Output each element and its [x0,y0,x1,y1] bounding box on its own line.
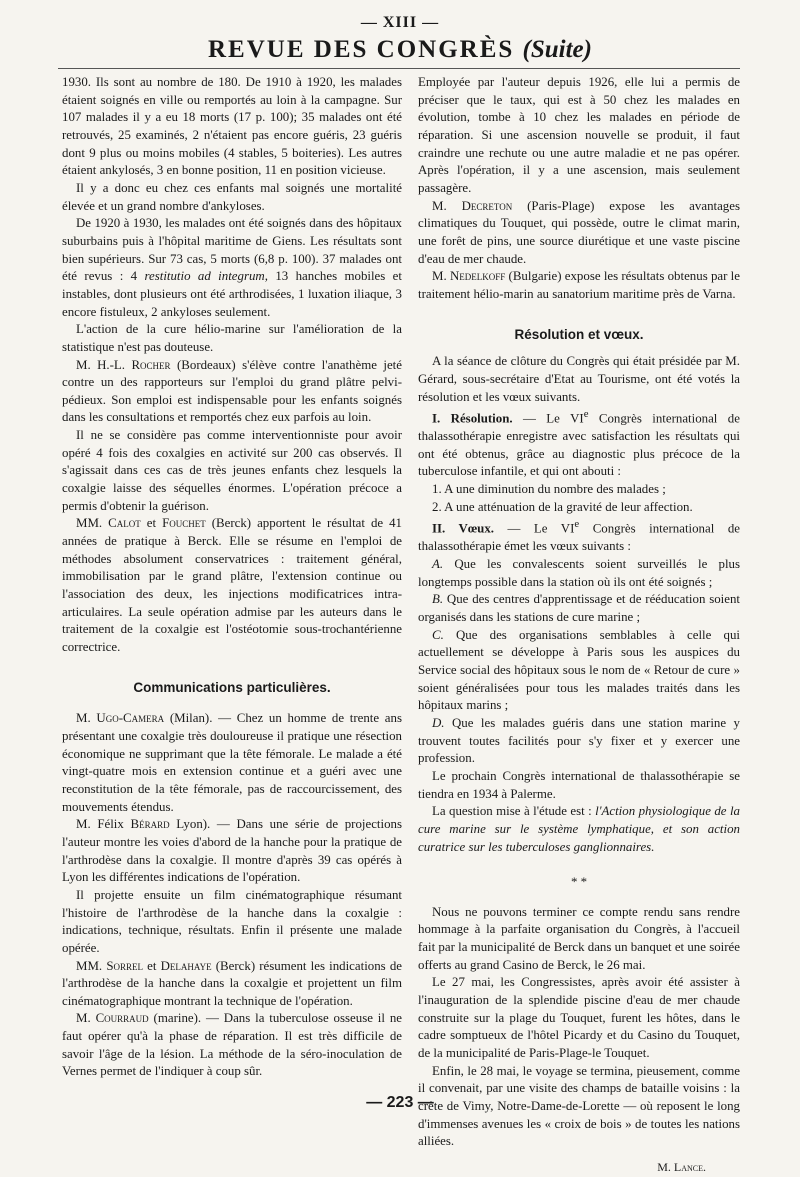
author-name: Nedelkoff [449,269,506,284]
list-item [418,591,740,626]
text-run: Que des centres d'apprentissage et de rééducation soient organisés dans les stations de cure marine ; [418,592,740,624]
author-name: Courraud [95,1011,149,1026]
paragraph [418,268,740,303]
text-run: Que les malades guéris dans une station marine y trouvent toutes facilités pour s'y fixer et y exercer une profession. [418,715,740,766]
list-item: 2. A une atténuation de la gravité de leur affection. [432,499,693,514]
author-name: Fouchet [162,516,206,531]
paragraph [62,816,402,887]
title-suite: (Suite) [522,36,592,63]
study-topic: l'Action physiologique de la cure marine sur le système lymphatique, et son action curatrice sur les tuberculoses ganglionnaires. [418,804,740,854]
right-column [418,74,740,1177]
author-name: Calot [108,516,141,531]
list-item [418,715,740,768]
paragraph [62,1010,402,1081]
voeux-label: II. Vœux. [432,521,494,536]
paragraph: A la séance de clôture du Congrès qui était présidée par M. Gérard, sous-secrétaire d'Etat au Tourisme, ont été votés la résolution et les vœux suivants. [418,354,740,404]
honorific: M. [76,357,91,372]
left-column [62,74,402,1081]
text-run: Que les convalescents soient surveillés le plus longtemps possible dans la station où ils ont été soignés ; [418,557,740,589]
list-item [418,556,740,591]
paragraph [418,406,740,481]
author-name: H.-L. Rocher [97,357,171,372]
honorific: M. [76,1011,91,1026]
signature: M. Lance. [657,1160,706,1174]
item-letter: C. [432,627,444,642]
list-item: 1. A une diminution du nombre des malades ; [432,482,666,497]
paragraph: Le prochain Congrès international de thalassothérapie se tiendra en 1934 à Palerme. [418,768,740,801]
text-run: (marine). — Dans la tuberculose osseuse il ne faut opérer qu'à la phase de réparation. Il est très difficile de savoir l'âge de la lésion. La méthode de la séro-inoculation de Vernes permet de l'indiquer à coup sûr. [62,1011,402,1079]
text-run: (Bordeaux) s'élève contre l'anathème jeté contre un des rapporteurs sur l'emploi du grand plâtre pelvi-pédieux. Son emploi est indispensable pour les enfants soignés dans les consultations et remportés chez eux parfois au loin. [62,357,402,425]
author-name: Decreton [461,198,513,213]
text-run: 13 hanches mobiles et instables, dont plusieurs ont été arthrodisées, 1 luxation iliaque, 3 encore fistuleux, 2 ankyloses seulement. [62,269,402,319]
ordinal-sup: e [574,518,580,531]
paragraph [62,215,402,321]
conjunction: et [147,958,157,973]
text-run: — Le VI [507,521,575,536]
author-name: Delahaye [160,958,212,973]
resolution-label: I. Résolution. [432,411,513,426]
paragraph [62,515,402,656]
text-run: (Bulgarie) expose les résultats obtenus par le traitement hélio-marin au sanatorium maritime près de Varna. [418,269,740,301]
author-name: Sorrel [106,958,143,973]
paragraph: Il y a donc eu chez ces enfants mal soignés une mortalité élevée et un grand nombre d'ankyloses. [62,180,402,213]
text-run: (Milan). — Chez un homme de trente ans présentant une coxalgie très douloureuse il pratique une résection économique ne supprimant que la tête fémorale. Le malade a été vingt-quatre mois en extension continue et a guéri avec une reconstitution de la tête fémorale, pas de raccourcissement, des mouvements étendus. [62,711,402,814]
honorific: M. [432,269,447,284]
author-name: Ugo-Camera [96,711,165,726]
paragraph [418,803,740,856]
item-letter: D. [432,715,445,730]
paragraph: Nous ne pouvons terminer ce compte rendu sans rendre hommage à la parfaite organisation du Congrès, à l'accueil fait par la municipalité de Berck dans un banquet et une soirée offerts au grand Casino de Berck, le 26 mai. [418,904,740,972]
title-main: REVUE DES CONGRÈS [208,36,515,63]
asterism: * * [570,875,588,890]
page-number: — 223 — [366,1094,434,1111]
text-run: Lyon). — Dans une série de projections l'auteur montre les voies d'abord de la hanche pour la pratique de l'arthrodèse dans la coxalgie. Il montre d'après 39 cas opérés à Lyon les différentes indications de l'opération. [62,817,402,885]
list-item [418,627,740,715]
ordinal-sup: e [583,408,589,421]
paragraph [418,516,740,556]
paragraph [62,958,402,1011]
honorific: MM. [76,516,103,531]
paragraph [62,710,402,816]
conjunction: et [146,516,157,531]
paragraph: Il ne se considère pas comme interventionniste pour avoir opéré 4 fois des coxalgies en activité sur 200 cas observés. Il s'agissait dans ces cas de très jeunes enfants chez lesquels la coxalgie laisse des séquelles énormes. L'opération précoce a permis d'obtenir la guérison. [62,428,402,513]
honorific: MM. [76,958,103,973]
text-run: (Berck) résument les indications de l'arthrodèse de la hanche dans la coxalgie et projettent un film cinématographique montrant la technique de l'opération. [62,958,402,1008]
text-run: — Le VI [523,411,584,426]
text-run: De 1920 à 1930, les malades ont été soignés dans des hôpitaux suburbains puis à l'hôpital maritime de Giens. Les résultats sont bien supérieurs. Sur 73 cas, 5 morts (6,8 p. 100). 37 malades ont été revus : 4 [62,216,402,284]
latin-phrase: restitutio ad integrum, [144,269,268,284]
honorific: M. Félix [76,817,124,832]
item-letter: B. [432,592,444,607]
header-rule [58,68,740,69]
roman-page-numeral: — XIII — [360,14,440,31]
paragraph: 1930. Ils sont au nombre de 180. De 1910 à 1920, les malades étaient soignés en ville ou remportés au loin à la campagne. Sur 107 malades il y a eu 18 morts (17 p. 100); 35 malades ont été retrouvés, 25 examinés, 2 n'étaient pas encore guéris, 23 guéris dont 9 plus ou moins mobiles (4 stables, 5 boiteries). Les autres étaient ankylosés, 3 en bonne position, 11 en position vicieuse. [62,75,402,178]
section-heading-resolution: Résolution et vœux. [514,326,644,342]
honorific: M. [432,198,447,213]
paragraph: Le 27 mai, les Congressistes, après avoir été assister à l'inauguration de la splendide piscine d'eau de mer chaude construite sur la plage du Touquet, furent les hôtes, dans le cadre somptueux de l'hôtel Picardy et du Casino du Touquet, de la municipalité de Paris-Plage-le Touquet. [418,975,740,1061]
text-run: Que des organisations semblables à celle qui actuellement se développe à Paris sous les auspices du Service social des hôpitaux sous le nom de « Retour de cure » soient généralisées pour tous les malades traités dans les hôpitaux marins ; [418,627,740,713]
paragraph: L'action de la cure hélio-marine sur l'amélioration de la statistique n'est pas douteuse. [62,322,402,354]
paragraph [418,198,740,269]
text-run: Congrès international de thalassothérapie émet les vœux suivants : [418,521,740,554]
item-letter: A. [432,557,444,571]
text-run: (Paris-Plage) expose les avantages climatiques du Touquet, qui possède, outre le climat marin, une forêt de pins, une source diurétique et une vaste piscine d'eau de mer chaude. [418,198,740,266]
paragraph [62,357,402,428]
author-name: Bérard [130,817,170,832]
text-run: La question mise à l'étude est : [432,804,592,819]
text-run: Congrès international de thalassothérapie enregistre avec satisfaction les résultats qui ont été obtenus, grâce au diagnostic plus précoce de la tuberculose infantile, et qui ont abouti : [418,411,740,479]
page-title [0,36,800,64]
section-heading-communications: Communications particulières. [133,679,331,695]
text-run: (Berck) apportent le résultat de 41 années de pratique à Berck. Elle se résume en l'emploi de méthodes absolument conservatrices : traitement général, immobilisation par le grand plâtre, l'extension continue ou l'association des deux, les injections modificatrices intra-articulaires. La seule opération admise par les auteurs dans le traitement de la coxalgie est l'ostéotomie sous-trochantérienne correctrice. [62,516,403,654]
paragraph: Enfin, le 28 mai, le voyage se termina, pieusement, comme il convenait, par une visite des champs de bataille voisins : la crête de Vimy, Notre-Dame-de-Lorette — où reposent le long d'immenses avenues les « croix de bois » de toutes les nations alliées. [418,1063,740,1149]
paragraph: Il projette ensuite un film cinématographique résumant l'histoire de l'arthrodèse de la hanche dans la coxalgie : indications, technique, résultats. Enfin il présente une malade opérée. [62,887,402,955]
paragraph: Employée par l'auteur depuis 1926, elle lui a permis de préciser que le taux, qui est à 50 chez les malades en évolution, tombe à 10 chez les malades en période de réparation. Si une ascension nouvelle se produit, il faut craindre une rechute ou une autre maladie et ne pas opérer. Après l'opération, il y a une ascension, mais seulement passagère. [418,75,740,195]
honorific: M. [76,711,91,726]
